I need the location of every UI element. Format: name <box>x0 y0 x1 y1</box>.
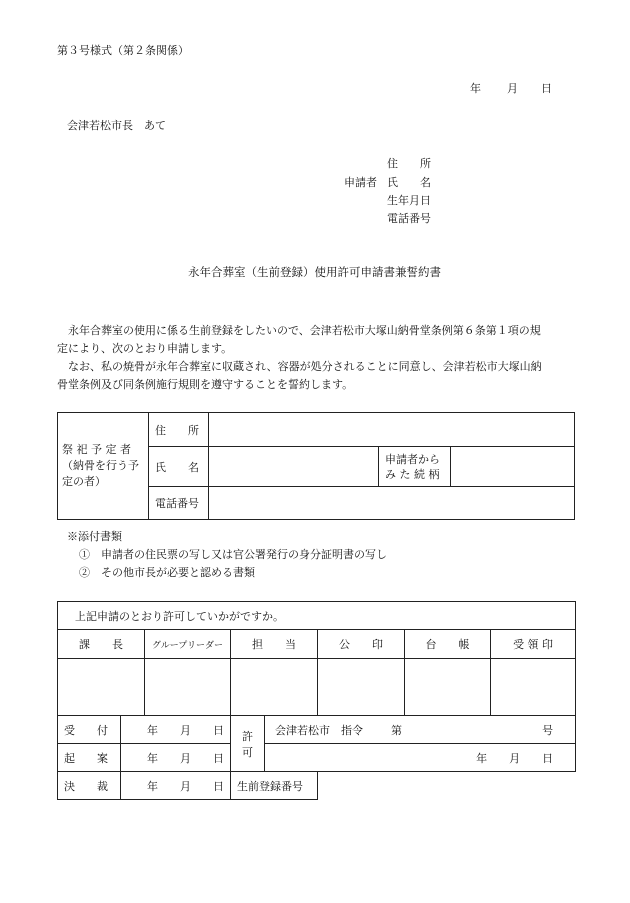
col-section-chief: 課 長 <box>58 630 145 659</box>
row-received: 受 付 <box>58 716 121 744</box>
col-official-seal: 公 印 <box>318 630 405 659</box>
ritual-phone-label: 電話番号 <box>149 487 209 520</box>
registration-number-label: 生前登録番号 <box>231 772 318 800</box>
date-year: 年 <box>470 82 481 95</box>
date-day: 日 <box>541 82 552 95</box>
row-drafted: 起 案 <box>58 744 121 772</box>
order-date[interactable]: 年 月 日 <box>265 744 576 772</box>
date-month: 月 <box>507 82 518 95</box>
attachment-item-2: ② その他市長が必要と認める書類 <box>79 566 255 579</box>
ritual-name-label: 氏 名 <box>149 447 209 487</box>
received-date[interactable]: 年 月 日 <box>121 716 231 744</box>
attachments-heading: ※添付書類 <box>67 530 122 543</box>
ritual-name-field[interactable] <box>209 447 379 487</box>
body-line-2: 定により、次のとおり申請します。 <box>57 342 233 355</box>
col-receipt-seal: 受 領 印 <box>491 630 576 659</box>
seal-box-receipt[interactable] <box>491 659 576 716</box>
approval-question: 上記申請のとおり許可していかがですか。 <box>58 602 576 630</box>
seal-box-official-seal[interactable] <box>318 659 405 716</box>
addressee: 会津若松市長 あて <box>67 119 166 132</box>
ritual-person-head: 祭 祀 予 定 者 （納骨を行う予 定の者） <box>58 413 149 520</box>
relation-label: 申請者から み た 続 柄 <box>379 447 451 487</box>
body-line-3: なお、私の焼骨が永年合葬室に収蔵され、容器が処分されることに同意し、会津若松市大塚山納 <box>57 360 542 373</box>
body-line-1: 永年合葬室の使用に係る生前登録をしたいので、会津若松市大塚山納骨堂条例第６条第１項の規 <box>57 324 541 337</box>
seal-box-ledger[interactable] <box>405 659 491 716</box>
ritual-phone-field[interactable] <box>209 487 575 520</box>
relation-field[interactable] <box>451 447 575 487</box>
seal-box-section-chief[interactable] <box>58 659 145 716</box>
approval-table <box>57 601 576 800</box>
drafted-date[interactable]: 年 月 日 <box>121 744 231 772</box>
ritual-address-label: 住 所 <box>149 413 209 447</box>
applicant-name-label: 氏 名 <box>387 176 431 189</box>
order-number[interactable]: 会津若松市 指令 第 号 <box>265 716 576 744</box>
ritual-address-field[interactable] <box>209 413 575 447</box>
registration-number-field[interactable] <box>318 772 576 800</box>
attachment-item-1: ① 申請者の住民票の写し又は官公署発行の身分証明書の写し <box>79 548 387 561</box>
document-title: 永年合葬室（生前登録）使用許可申請書兼誓約書 <box>188 265 441 279</box>
col-person-in-charge: 担 当 <box>231 630 318 659</box>
form-number: 第３号様式（第２条関係） <box>57 44 189 57</box>
col-ledger: 台 帳 <box>405 630 491 659</box>
applicant-phone-label: 電話番号 <box>387 212 431 225</box>
applicant-address-label: 住 所 <box>387 157 431 170</box>
seal-box-person-in-charge[interactable] <box>231 659 318 716</box>
body-line-4: 骨堂条例及び同条例施行規則を遵守することを誓約します。 <box>57 378 354 391</box>
seal-box-group-leader[interactable] <box>145 659 231 716</box>
applicant-birth-label: 生年月日 <box>387 194 431 207</box>
decided-date[interactable]: 年 月 日 <box>121 772 231 800</box>
col-group-leader: グループリーダー <box>145 630 231 659</box>
applicant-label: 申請者 <box>344 176 377 189</box>
permit-label: 許 可 <box>231 716 265 772</box>
ritual-person-table <box>57 412 575 520</box>
row-decided: 決 裁 <box>58 772 121 800</box>
